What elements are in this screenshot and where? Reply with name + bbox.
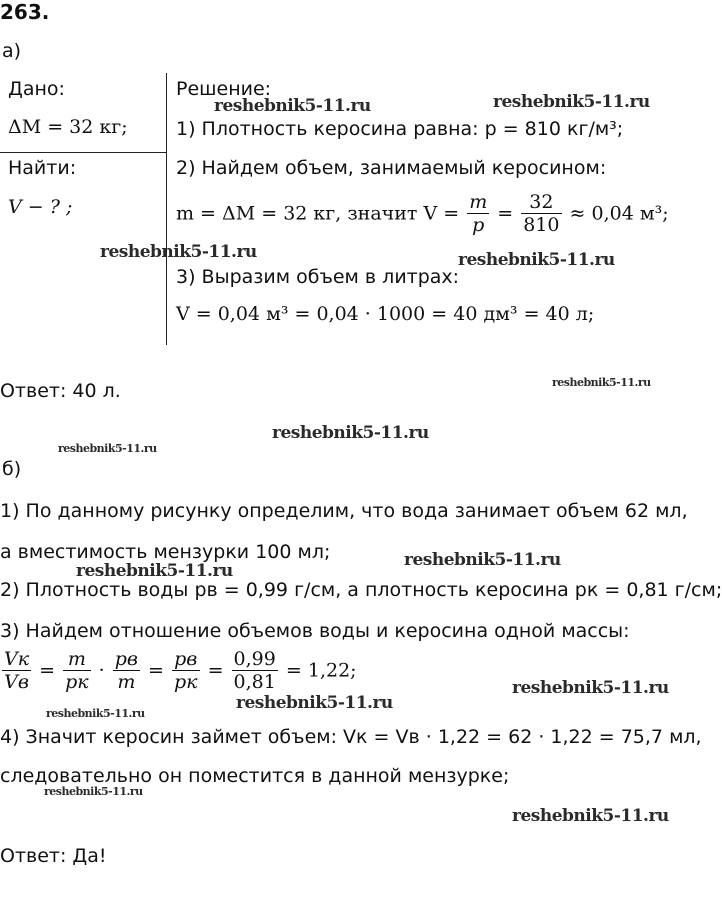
multiply-sign: ·: [98, 659, 105, 682]
fraction-denominator: m: [117, 671, 136, 693]
fraction-numerator: m: [63, 648, 91, 671]
answer-a: Ответ: 40 л.: [0, 380, 121, 402]
fraction-numerator: Vк: [4, 648, 30, 670]
equals-sign: =: [207, 659, 224, 682]
problem-number: 263.: [0, 0, 50, 24]
solution-label: Решение:: [176, 78, 272, 100]
watermark: reshebnik5-11.ru: [236, 693, 393, 713]
solution-step-2-formula: [176, 191, 669, 236]
watermark: reshebnik5-11.ru: [100, 242, 257, 262]
watermark: reshebnik5-11.ru: [46, 707, 145, 720]
fraction-vk-over-vv: [2, 648, 31, 693]
watermark: reshebnik5-11.ru: [76, 561, 233, 581]
solution-step-3-formula: V = 0,04 м³ = 0,04 · 1000 = 40 дм³ = 40 л;: [176, 303, 595, 325]
fraction-m-over-pk: [63, 648, 91, 693]
watermark: reshebnik5-11.ru: [214, 96, 371, 116]
part-b-label: б): [2, 458, 22, 480]
find-label: Найти:: [8, 157, 77, 179]
part-b-line-2: а вместимость мензурки 100 мл;: [0, 541, 331, 563]
given-divider-horizontal: [0, 152, 166, 153]
part-b-line-5: 4) Значит керосин займет объем: Vк = Vв · 1,22 = 62 · 1,22 = 75,7 мл,: [0, 726, 702, 748]
watermark: reshebnik5-11.ru: [44, 785, 143, 798]
watermark: reshebnik5-11.ru: [458, 250, 615, 270]
ratio-formula: [0, 648, 357, 693]
solution-step-3: 3) Выразим объем в литрах:: [176, 266, 460, 288]
fraction-pv-over-m: [113, 648, 140, 693]
watermark: reshebnik5-11.ru: [404, 550, 561, 570]
fraction-m-over-p: [467, 191, 489, 236]
formula-result: ≈ 0,04 м³;: [569, 202, 669, 225]
answer-b: Ответ: Да!: [0, 845, 107, 867]
formula-left: m = ΔM = 32 кг, значит V =: [176, 202, 460, 225]
fraction-numerator: pв: [172, 648, 200, 671]
watermark: reshebnik5-11.ru: [272, 423, 429, 443]
equals-sign: =: [148, 659, 164, 682]
solution-step-2: 2) Найдем объем, занимаемый керосином:: [176, 157, 607, 179]
part-b-line-1: 1) По данному рисунку определим, что вода занимает объем 62 мл,: [0, 500, 688, 522]
watermark: reshebnik5-11.ru: [512, 806, 669, 826]
part-b-line-6: следовательно он поместится в данной мензурке;: [0, 765, 510, 787]
watermark: reshebnik5-11.ru: [58, 442, 157, 455]
watermark: reshebnik5-11.ru: [493, 92, 650, 112]
equals-sign: =: [39, 659, 56, 682]
fraction-pv-over-pk: [172, 648, 200, 693]
given-value: ΔM = 32 кг;: [8, 116, 128, 138]
fraction-numerator: 32: [521, 191, 561, 214]
fraction-denominator: 810: [523, 214, 560, 236]
fraction-denominator: p: [472, 214, 485, 236]
part-b-line-3: 2) Плотность воды pв = 0,99 г/см, а плотность керосина pк = 0,81 г/см;: [0, 579, 722, 601]
fraction-numerator: 0,99: [233, 648, 276, 670]
fraction-denominator: pк: [65, 671, 89, 693]
find-value: V − ? ;: [8, 196, 73, 218]
part-b-line-4: 3) Найдем отношение объемов воды и керосина одной массы:: [0, 620, 630, 642]
fraction-32-over-810: [521, 191, 561, 236]
fraction-denominator: 0,81: [233, 671, 276, 693]
watermark: reshebnik5-11.ru: [552, 376, 651, 389]
fraction-numerator: m: [469, 191, 488, 213]
equals-sign: =: [497, 202, 514, 225]
ratio-result: = 1,22;: [285, 659, 357, 682]
watermark: reshebnik5-11.ru: [512, 678, 669, 698]
fraction-denominator: Vв: [4, 671, 29, 693]
fraction-099-over-081: [232, 648, 278, 693]
given-label: Дано:: [8, 78, 65, 100]
solution-step-1: 1) Плотность керосина равна: p = 810 кг/м³;: [176, 118, 624, 140]
fraction-numerator: pв: [114, 648, 138, 670]
given-divider-vertical: [166, 73, 167, 345]
fraction-denominator: pк: [174, 671, 198, 693]
part-a-label: а): [2, 40, 22, 62]
